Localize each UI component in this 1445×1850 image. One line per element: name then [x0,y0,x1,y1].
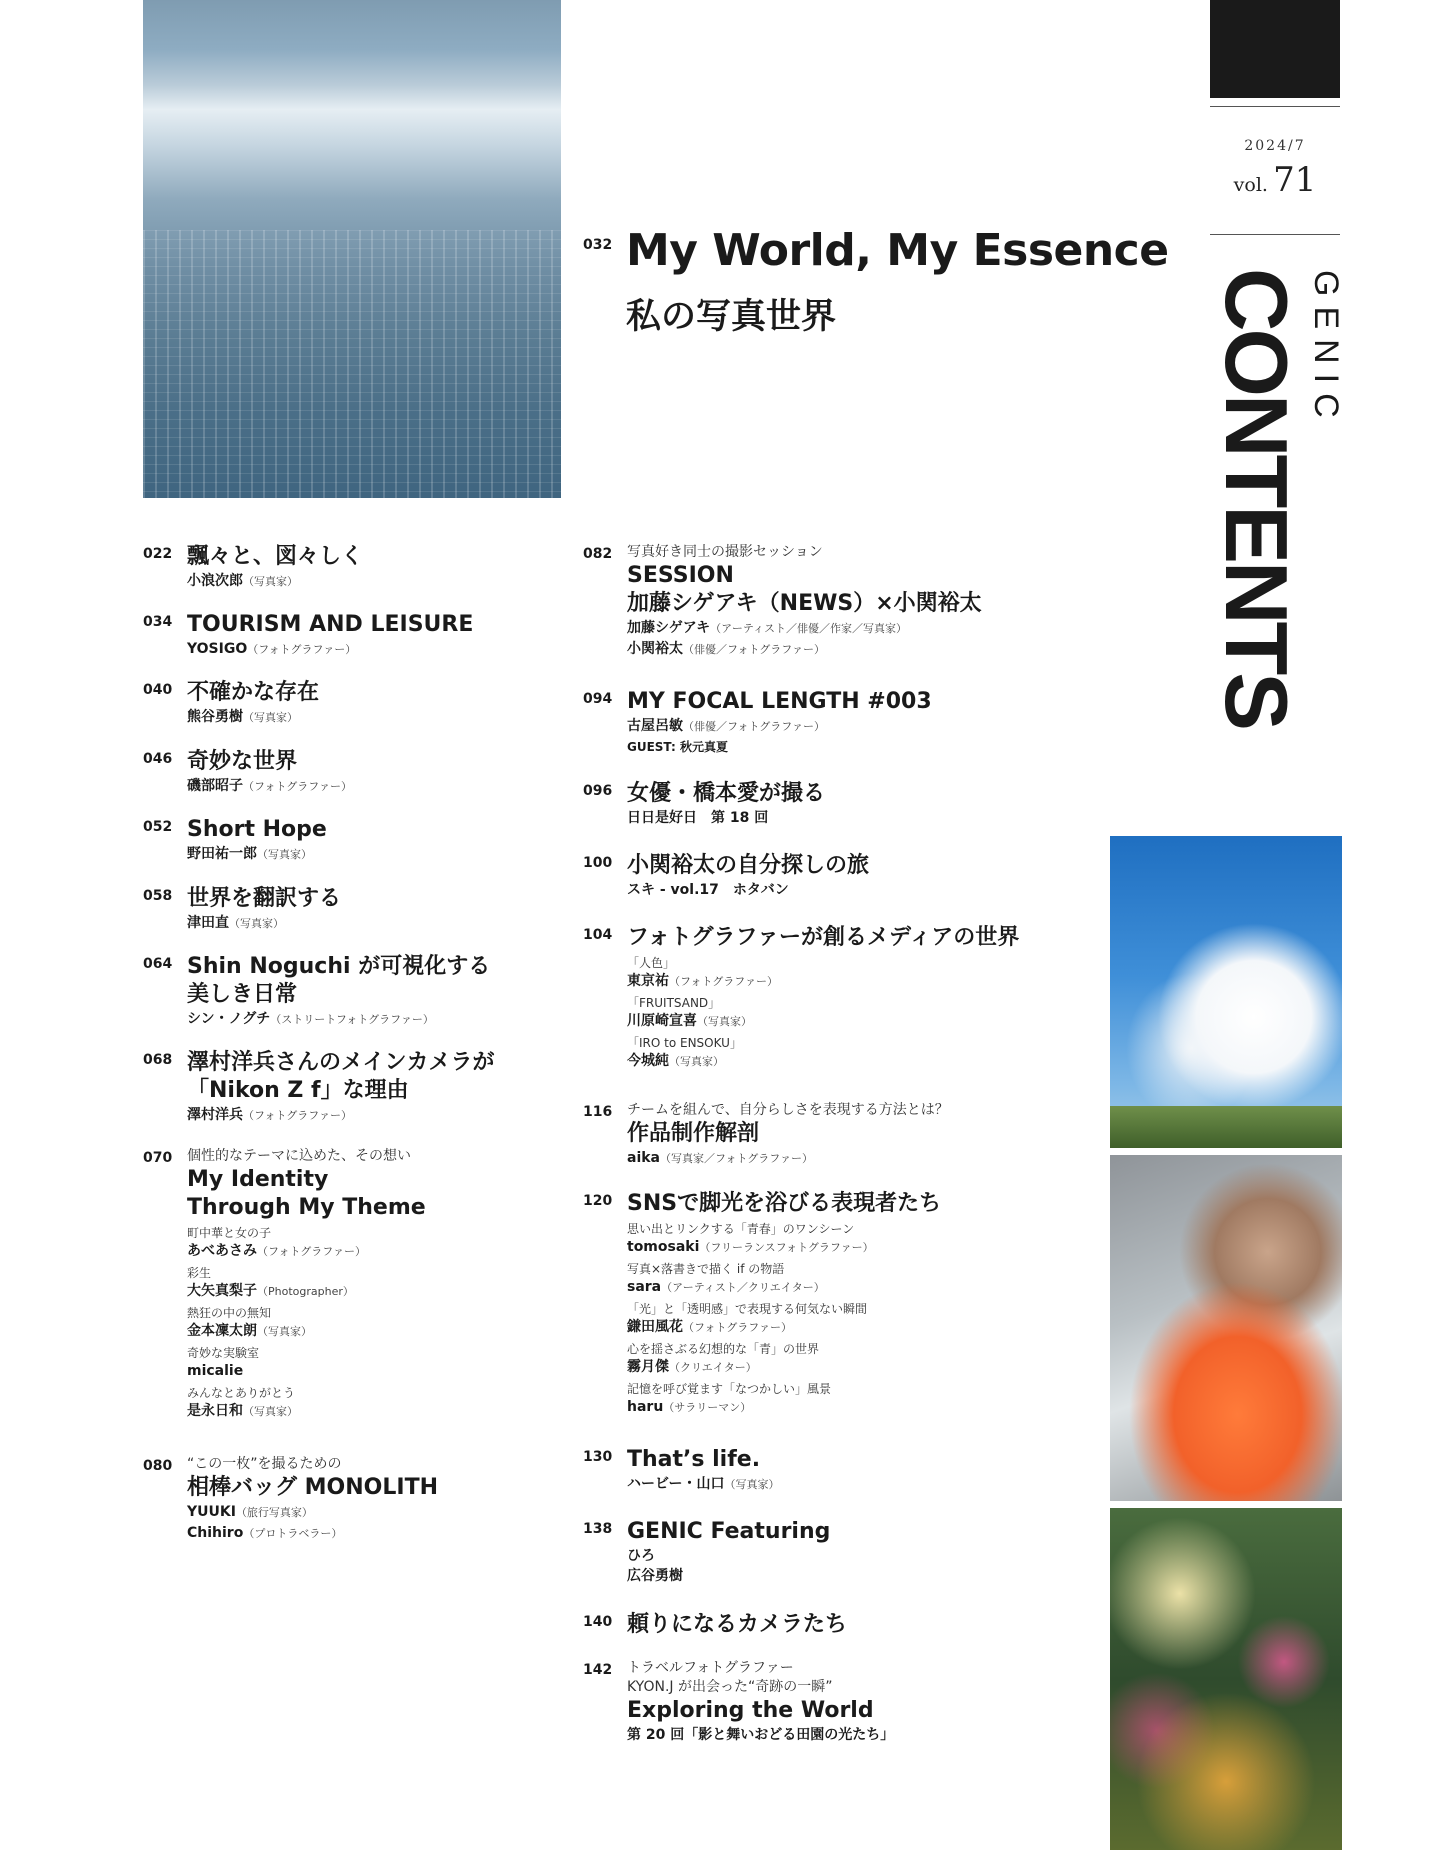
item-kicker: 「FRUITSAND」 [627,996,721,1010]
entry-kicker: チームを組んで、自分らしさを表現する方法とは？ [627,1102,949,1118]
credit-name: 小関裕太 [627,641,683,657]
toc-entry[interactable] [583,688,1053,758]
entry-title: 相棒バッグ MONOLITH [187,1475,438,1500]
credit-name: 霧月傑 [627,1359,669,1375]
credit [187,571,613,592]
issue-volume [1210,160,1340,200]
flowers-photo [1110,1508,1342,1850]
entry-title: My Identity [187,1167,329,1192]
toc-entry[interactable] [583,1446,1053,1495]
credit [187,1401,613,1422]
credit-name: あべあさみ [187,1243,257,1259]
credit-role: （Photographer） [257,1285,354,1298]
credit-role: （写真家／フォトグラファー） [660,1152,814,1165]
entry-kicker: “この一枚”を撮るための [187,1456,342,1472]
page-number: 052 [143,819,173,835]
page-number: 104 [583,927,613,943]
credit [627,1237,1053,1258]
black-block [1210,0,1340,98]
toc-entry[interactable] [583,924,1053,1072]
page-number: 096 [583,783,613,799]
entry-title: フォトグラファーが創るメディアの世界 [627,925,1020,950]
entry-title: 頼りになるカメラたち [627,1612,848,1637]
cloud-sky-photo [1110,836,1342,1148]
toc-entry[interactable] [143,885,613,934]
toc-entry[interactable] [583,543,1053,660]
credit [187,913,613,934]
page-number: 140 [583,1614,613,1630]
credit-name: 川原崎宣喜 [627,1013,697,1029]
credit [627,618,1053,639]
toc-entry[interactable] [143,543,613,592]
entry-title: Exploring the World [627,1698,874,1723]
credit-name: YUUKI [187,1504,236,1520]
toc-entry[interactable] [143,679,613,728]
credit-name: 今城純 [627,1053,669,1069]
credit [187,776,613,797]
credit-role: （プロトラベラー） [243,1527,343,1540]
page-number: 116 [583,1104,613,1120]
entry-title: GENIC Featuring [627,1519,831,1544]
entry-title-line2: 「Nikon Z f」な理由 [187,1078,409,1103]
credit-name: スキ - vol.17 ホタバン [627,882,789,898]
credit-role: （フォトグラファー） [243,1109,353,1122]
credit-role: （フリーランスフォトグラファー） [699,1241,874,1254]
credit-name: 古屋呂敏 [627,718,683,734]
credit [627,1011,1053,1032]
page-number: 064 [143,956,173,972]
entry-kicker-line2: KYON.J が出会った“奇跡の一瞬” [627,1679,833,1695]
credit [187,1321,613,1342]
credit-role: （写真家） [697,1015,752,1028]
page-number: 022 [143,546,173,562]
portrait-photo [1110,1155,1342,1501]
credit [627,1357,1053,1378]
credit [187,1361,613,1382]
wave-streaks [143,230,561,498]
item-kicker: 記憶を呼び覚ます「なつかしい」風景 [627,1382,832,1396]
entry-title: 世界を翻訳する [187,886,342,911]
credit-role: （写真家） [724,1478,780,1491]
credit [627,1566,1053,1586]
credit-role: （写真家） [669,1055,724,1068]
credit-role: （ストリートフォトグラファー） [270,1013,434,1026]
entry-title: Short Hope [187,817,327,842]
credit [627,639,1053,660]
feature-title-en: My World, My Essence [626,225,1169,276]
entry-title: SNSで脚光を浴びる表現者たち [627,1191,942,1216]
toc-entry[interactable] [143,816,613,865]
credit-name: 金本凜太朗 [187,1323,257,1339]
toc-entry[interactable] [583,1190,1053,1418]
credit [627,1148,1053,1169]
credit-role: （写真家） [257,1325,312,1338]
entry-title-line2: 加藤シゲアキ（NEWS）×小関裕太 [627,591,982,616]
entry-title: MY FOCAL LENGTH #003 [627,689,932,714]
credit-role: （フォトグラファー） [243,780,353,793]
credit-role: （フォトグラファー） [669,975,779,988]
entry-title: 飄々と、図々しく [187,544,364,569]
entry-title: 澤村洋兵さんのメインカメラが [187,1050,495,1075]
credit-role: （アーティスト／クリエイター） [661,1281,825,1294]
credit-role: （サラリーマン） [663,1401,752,1414]
item-kicker: 奇妙な実験室 [187,1346,260,1360]
entry-title: SESSION [627,563,734,588]
credit [627,1725,1053,1745]
page-number: 082 [583,546,613,562]
divider [1210,234,1340,235]
credit-role: （写真家） [229,917,284,930]
toc-entry[interactable] [583,852,1053,901]
entry-title: 不確かな存在 [187,680,320,705]
credit-name: 野田祐一郎 [187,846,257,862]
item-kicker: 心を揺さぶる幻想的な「青」の世界 [627,1342,820,1356]
credit-name: 磯部昭子 [187,778,243,794]
entry-title-line2: Through My Theme [187,1195,426,1220]
grass [1110,1106,1342,1148]
credit-name: 鎌田風花 [627,1319,683,1335]
entry-kicker: トラベルフォトグラファー [627,1660,794,1676]
credit [187,1281,613,1302]
credit-role: （俳優／フォトグラファー） [683,643,826,656]
credit-role: （写真家） [243,711,298,724]
credit-name: 是永日和 [187,1403,243,1419]
credit-name: 東京祐 [627,973,669,989]
page-number: 070 [143,1150,173,1166]
page-number: 032 [583,237,613,253]
credit [187,639,613,660]
credit-name: GUEST: 秋元真夏 [627,740,728,754]
credit-name: ハービー・山口 [627,1476,725,1492]
credit-role: （写真家） [243,1405,298,1418]
credit-name: Chihiro [187,1525,244,1541]
page-number: 142 [583,1662,613,1678]
credit [187,1105,613,1126]
credit [187,707,613,728]
credit-name: micalie [187,1363,244,1379]
page-number: 058 [143,888,173,904]
page-number: 100 [583,855,613,871]
page-number: 046 [143,751,173,767]
credit [187,1523,613,1544]
item-kicker: みんなとありがとう [187,1386,296,1400]
entry-title: TOURISM AND LEISURE [187,612,474,637]
credit-name: 熊谷勇樹 [187,709,243,725]
credit [627,1277,1053,1298]
credit-name: シン・ノグチ [187,1011,271,1027]
entry-title-line2: 美しき日常 [187,982,298,1007]
entry-title: That’s life. [627,1447,761,1472]
credit-role: （写真家） [243,575,298,588]
entry-kicker: 写真好き同士の撮影セッション [627,544,823,560]
page-number: 138 [583,1521,613,1537]
credit [627,1051,1053,1072]
credit [627,737,1053,758]
credit-name: tomosaki [627,1239,700,1255]
credit-role: （フォトグラファー） [683,1321,793,1334]
credit-name: 小浪次郎 [187,573,243,589]
credit-name: YOSIGO [187,641,248,657]
toc-entry[interactable] [143,611,613,660]
credit [187,1502,613,1523]
issue-date: 2024/7 [1244,138,1306,154]
credit-role: （クリエイター） [669,1361,757,1374]
vol-number: 71 [1273,160,1317,200]
page-number: 094 [583,691,613,707]
credit-role: （フォトグラファー） [257,1245,367,1258]
credit [627,880,1053,901]
item-kicker: 彩生 [187,1266,212,1280]
item-kicker: 「光」と「透明感」で表現する何気ない瞬間 [627,1302,868,1316]
item-kicker: 「IRO to ENSOKU」 [627,1036,742,1050]
credit [187,844,613,865]
credit-role: （アーティスト／俳優／作家／写真家） [710,622,907,635]
credit-name: 津田直 [187,915,229,931]
credit-name: haru [627,1399,664,1415]
toc-entry[interactable] [143,1147,613,1422]
sea-photo [143,0,561,498]
toc-entry[interactable] [143,1049,613,1126]
entry-title: 作品制作解剖 [627,1121,760,1146]
credit-name: 大矢真梨子 [187,1283,257,1299]
credit-name: sara [627,1279,662,1295]
page-number: 130 [583,1449,613,1465]
page-number: 120 [583,1193,613,1209]
entry-title: 奇妙な世界 [187,749,298,774]
page-number: 080 [143,1458,173,1474]
feature-title-ja: 私の写真世界 [626,297,837,337]
toc-entry[interactable] [143,953,613,1030]
credit [627,808,1053,829]
entry-title: Shin Noguchi が可視化する [187,954,491,979]
magazine-name: GENIC [1307,270,1345,428]
credit [627,971,1053,992]
toc-entry[interactable] [583,780,1053,829]
item-kicker: 熱狂の中の無知 [187,1306,272,1320]
credit-name: 加藤シゲアキ [627,620,711,636]
toc-entry[interactable] [583,1659,1053,1745]
toc-entry[interactable] [583,1611,1053,1639]
entry-title: 小関裕太の自分探しの旅 [627,853,870,878]
page-number: 040 [143,682,173,698]
credit-role: （俳優／フォトグラファー） [683,720,826,733]
item-kicker: 町中華と女の子 [187,1226,272,1240]
credit-name: 日日是好日 第 18 回 [627,810,769,826]
page-number: 034 [143,614,173,630]
toc-entry[interactable] [583,1101,1053,1169]
credit [627,1474,1053,1495]
credit-role: （写真家） [257,848,312,861]
item-kicker: 写真×落書きで描く if の物語 [627,1262,785,1276]
credit-role: （フォトグラファー） [247,643,357,656]
credit [627,1546,1053,1566]
item-kicker: 「人色」 [627,956,676,970]
credit-role: （旅行写真家） [235,1506,313,1519]
credit-name: ひろ [627,1548,655,1564]
credit [627,1397,1053,1418]
credit-name: 広谷勇樹 [627,1568,683,1584]
toc-entry[interactable] [143,748,613,797]
divider [1210,106,1340,107]
credit-name: aika [627,1150,661,1166]
toc-entry[interactable] [583,1518,1053,1586]
toc-entry[interactable] [143,1455,613,1544]
credit [627,716,1053,737]
credit [187,1009,613,1030]
section-title: CONTENTS [1207,268,1306,728]
entry-kicker: 個性的なテーマに込めた、その想い [187,1148,411,1164]
credit [187,1241,613,1262]
credit [627,1317,1053,1338]
entry-title: 女優・橋本愛が撮る [627,781,826,806]
vol-label: vol. [1233,174,1268,196]
credit-name: 澤村洋兵 [187,1107,243,1123]
item-kicker: 思い出とリンクする「青春」のワンシーン [627,1222,855,1236]
page-number: 068 [143,1052,173,1068]
credit-name: 第 20 回「影と舞いおどる田園の光たち」 [627,1727,895,1743]
